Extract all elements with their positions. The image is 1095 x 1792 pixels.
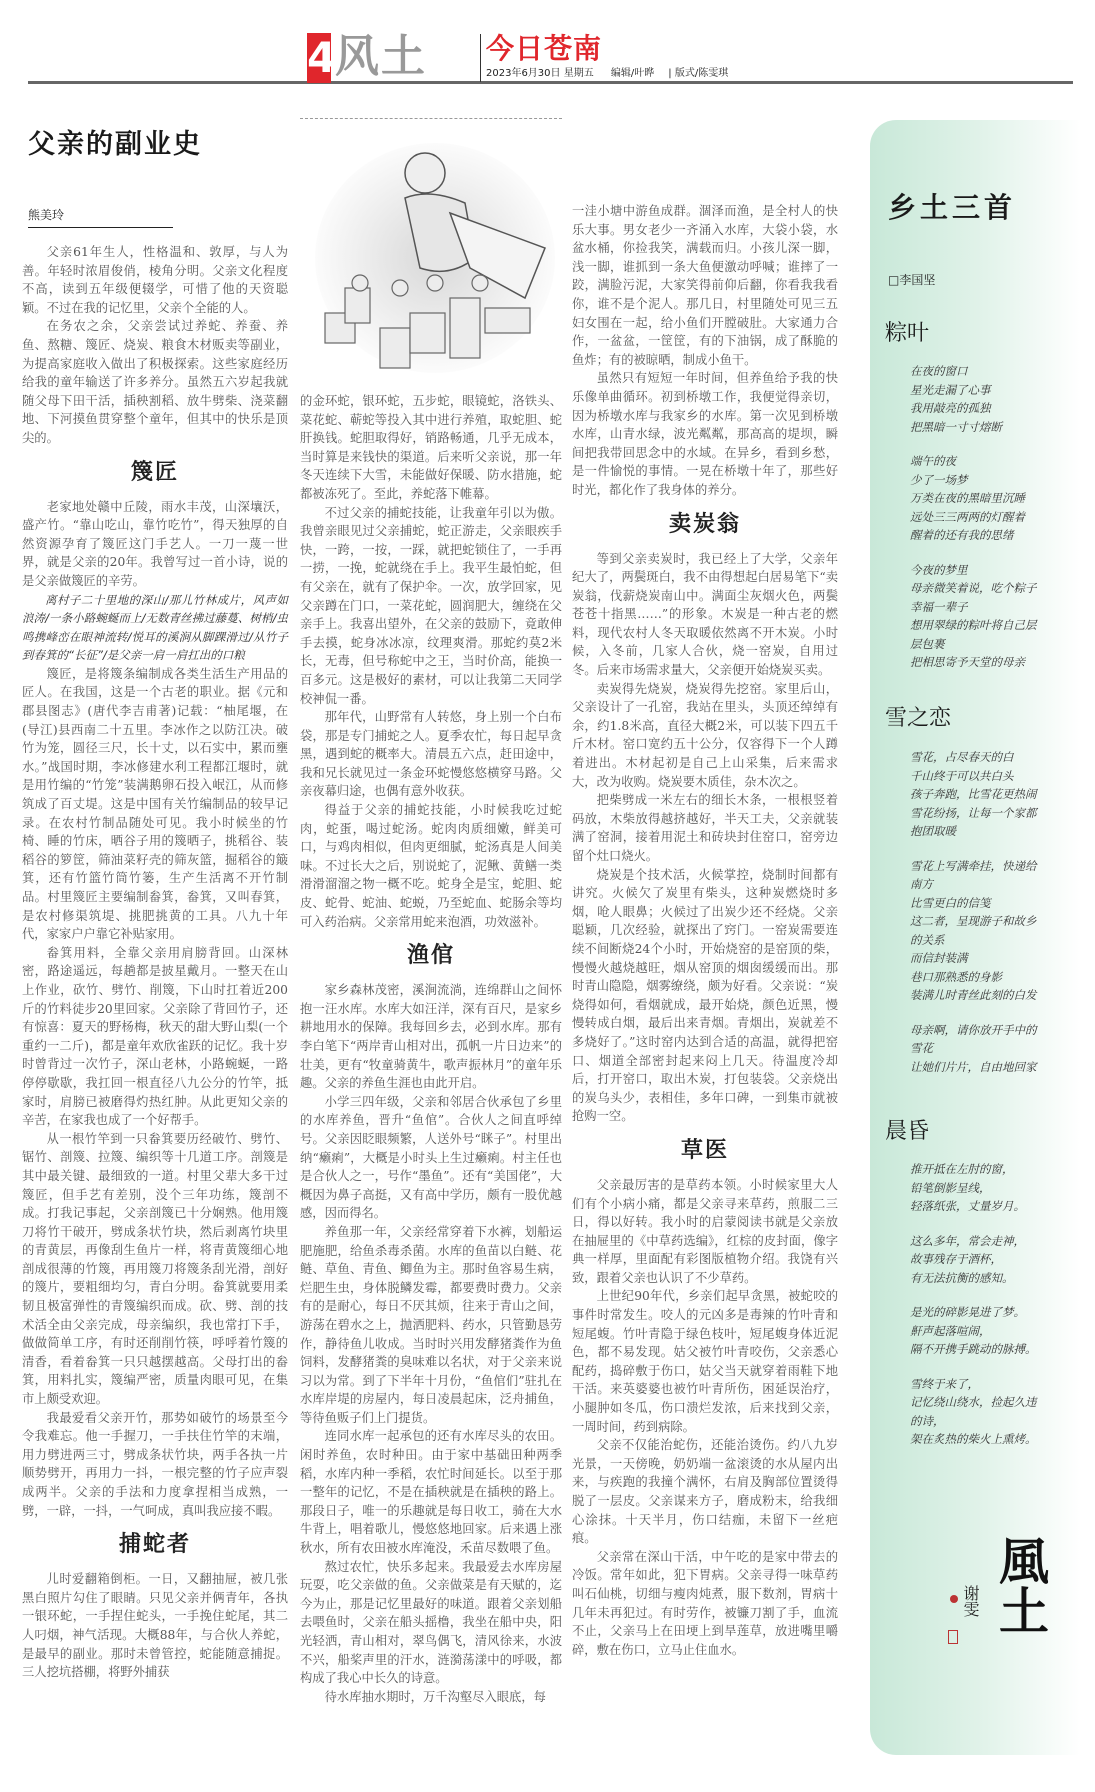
poem-line: 架在炙热的柴火上熏烤。	[910, 1432, 1037, 1446]
paragraph: 老家地处赣中丘陵，雨水丰茂，山深壤沃，盛产竹。“靠山吃山，靠竹吃竹”，得天独厚的自然资源孕育了篾匠这门手艺人。一刀一蔑一世界，就是父亲的20年。我曾写过一首小诗，说的是父亲做篾匠的辛劳。	[22, 499, 288, 588]
inline-poem: 离村子二十里地的深山/那儿竹林成片，风声如浪涛/一条小路蜿蜒而上/无数青丝拂过藤蔓、树梢/虫鸣携峰峦在眼神流转/悦耳的溪涧从脚踝滑过/从竹子到春箕的“长征”/是父亲一肩一肩扛出的口粮	[22, 592, 288, 663]
poem-line: 孩子奔跑，比雪花更热闹	[910, 787, 1037, 801]
poem-line: 比雪更白的信笺	[910, 895, 991, 910]
paragraph: 家乡森林茂密，溪涧流淌，连绵群山之间怀抱一汪水库。水库大如汪洋，深有百尺，是家乡耕地用水的保障。我每回乡去，必到水库。那有李白笔下“两岸青山相对出，孤帆一片日边来”的壮美，更有“牧童骑黄牛，歌声振林月”的童年乐趣。父亲的养鱼生涯也由此开启。	[300, 983, 562, 1091]
masthead-divider	[480, 34, 481, 82]
paragraph: 连同水库一起承包的还有水库尽头的农田。闲时养鱼，农时种田。由于家中基础田种两季稻，水库内种一季稻，农忙时间延长。以至于那一整年的记忆，不是在插秧就是在插秧的路上。那段日子，唯一的乐趣就是每日收工，骑在大水牛背上，唱着歌儿，慢悠悠地回家。后来遇上涨秋水，所有农田被水库淹没，禾苗尽数喂了鱼。	[300, 1429, 562, 1556]
poem-line: 雪终于来了，	[910, 1376, 979, 1391]
poem-line: 醒着的还有我的思绪	[910, 528, 1014, 542]
poem-line: 这二者，呈现游子和故乡	[910, 914, 1037, 928]
poem-line: 星光走漏了心事	[910, 382, 991, 397]
paragraph: 篾匠，是将篾条编制成各类生活生产用品的匠人。在我国，这是一个古老的职业。据《元和郡县图志》(唐代李吉甫著)记载：“柚尾堰，在(导江)县西南二十五里。李冰作之以防江决。破竹为笼，圆径三尺，长十丈，以石实中，累而壅水。”战国时期，李冰修建水利工程都江堰时，就是用竹编的“竹笼”装满鹅卵石投入岷江，从而修筑成了百丈堤。这是中国有关竹编制品的较早记录。在农村竹制品随处可见。我小时候坐的竹椅、睡的竹床，晒谷子用的篾晒子，挑稻谷、装稻谷的箩筐，筛油菜籽壳的筛灰篮，掘稻谷的簸箕，还有竹篮竹筒竹篓，生产生活离不开竹制品。村里篾匠主要编制畚箕，畚箕，又叫春箕，是农村修渠筑堤、挑肥挑黄的工具。八九十年代，家家户户靠它补贴家用。	[22, 666, 288, 942]
poem-line: 万类在夜的黑暗里沉睡	[910, 491, 1025, 505]
poem-line: 端午的夜	[910, 454, 956, 468]
layout-credit: 版式/陈雯琪	[674, 68, 729, 79]
section-heading-charcoal-seller: 卖炭翁	[668, 511, 741, 537]
poem-title: 雪之恋	[885, 706, 952, 731]
section-heading-miejiang: 篾匠	[130, 459, 179, 485]
paragraph: 父亲最厉害的是草药本领。小时候家里大人们有个小病小痛，都是父亲寻来草药，煎服二三日，得以好转。我小时的启蒙阅读书就是父亲放在抽屉里的《中草药选编》，红棕的皮封面，像字典一样厚，里面配有彩图版植物介绍。我饶有兴致，跟着父亲也认识了不少草药。	[572, 1177, 838, 1285]
paragraph: 养鱼那一年，父亲经常穿着下水裤，划船运肥施肥，给鱼杀毒杀菌。水库的鱼苗以白鲢、花鲢、草鱼、青鱼、鲫鱼为主。那时鱼容易生病，烂肥生虫，身体脱鳞发霉，都要费时费力。父亲有的是耐心，每日不厌其烦，往来于青山之间，游荡在碧水之上，抛洒肥料、药水，只管勤恳劳作，静待鱼儿收成。当时时兴用发酵猪粪作为鱼饲料，发酵猪粪的臭味难以名状，对于父亲来说习以为常。到了下半年十月份，“鱼倌们”驻扎在水库岸堤的房屋内，每日凌晨起床，泛舟捕鱼，等待鱼贩子们上门提货。	[300, 1224, 562, 1425]
paragraph: 不过父亲的捕蛇技能，让我童年引以为傲。我曾亲眼见过父亲捕蛇，蛇正游走，父亲眼疾手快，一跨，一按，一踩，就把蛇锁住了，一手再一捞，一挽，蛇就绕在手上。我平生最怕蛇，但有父亲在，就有了保护伞。一次，放学回家，见父亲蹲在门口，一菜花蛇，圆润肥大，缠绕在父亲手上。我喜出望外，在父亲的鼓励下，竟敢伸手去摸，蛇身冰冰凉，纹理爽滑。那蛇约莫2米长，无毒，但号称蛇中之王，当时价高，能换一百多元。这是极好的素材，可以让我第二天同学校神侃一番。	[300, 505, 562, 706]
poem-line: 层包裹	[910, 636, 945, 651]
poem-line: 雪花纷扬，让每一个家都	[910, 805, 1037, 820]
section-heading-herbal-doctor: 草医	[680, 1137, 729, 1163]
editor-credit: 编辑/叶晔	[610, 68, 655, 79]
poem-line: 今夜的梦里	[910, 562, 968, 577]
paragraph: 得益于父亲的捕蛇技能，小时候我吃过蛇肉，蛇蛋，喝过蛇汤。蛇肉肉质细嫩，鲜美可口，与鸡肉相似，但肉更细腻，蛇汤真是人间美味。不过长大之后，别说蛇了，泥鳅、黄鳝一类滑滑溜溜之物一概不吃。蛇身全是宝，蛇胆、蛇皮、蛇骨、蛇油、蛇蜕，乃至蛇血、蛇肠余等均可入药治病。父亲常用蛇来泡酒，功效滋补。	[300, 803, 562, 929]
poem-line: 记忆绕山绕水，捡起久违	[910, 1395, 1037, 1409]
poem-line: 南方	[910, 877, 933, 891]
poem-line: 把相思寄予天堂的母亲	[910, 655, 1025, 669]
poem-line: 幸福一辈子	[910, 599, 968, 614]
paragraph: 烧炭是个技术活，火候掌控，烧制时间都有讲究。火候欠了炭里有柴头，这种炭燃烧时多烟，呛人眼鼻；火候过了出炭少还不经烧。父亲聪颖，几次经验，就探出了窍门。一窑炭需要连续不间断烧24个小时，开始烧窑的是窑顶的柴，慢慢火越烧越旺，烟从窑顶的烟囱缓缓而出。那时青山隐隐，烟雾缭绕，颇为好看。父亲说：“炭烧得如何，看烟就成，最开始烧，颜色近黑，慢慢转成白烟，最后出来青烟。青烟出，炭就差不多烧好了。”这时窑内达到合适的高温，就得把窑口、烟道全部密封起来闷上几天。待温度冷却后，打开窑口，取出木炭，打包装袋。父亲烧出的炭乌头少，表相佳，多年口碑，一到集市就被抢购一空。	[572, 867, 838, 1124]
poem-line: 的关系	[910, 932, 945, 947]
article-title: 父亲的副业史	[28, 129, 202, 160]
poem-line: 的诗，	[910, 1413, 945, 1428]
paragraph: 把柴劈成一米左右的细长木条，一根根竖着码放，木柴放得越挤越好，半天工夫，父亲就装满了窑洞，接着用泥土和砖块封住窑口，窑旁边留个灶口烧火。	[572, 793, 838, 863]
poem-line: 母亲微笑着说，吃个粽子	[910, 581, 1037, 595]
paper-name: 今日苍南	[486, 32, 603, 65]
paragraph: 小学三四年级，父亲和邻居合伙承包了乡里的水库养鱼，晋升“鱼倌”。合伙人之间直呼绰号。父亲因眨眼频繁，人送外号“眯子”。村里出纳“癞痢”，大概是小时头上生过癞痢。村主任也是合伙人之一，号作“墨鱼”。还有“美国佬”，大概因为鼻子高挺，又有高中学历，颇有一股优越感，因而得名。	[300, 1094, 562, 1221]
poem-line: 雪花	[910, 1041, 933, 1055]
poem-line: 抱团取暖	[910, 824, 956, 838]
poem-line: 在夜的窗口	[910, 364, 968, 378]
paragraph: 上世纪90年代，乡亲们起早贪黑，被蛇咬的事件时常发生。咬人的元凶多是毒辣的竹叶青和短尾蝮。竹叶青隐于绿色枝叶，短尾蝮身体近泥色，都不易发现。姑父被竹叶青咬伤，父亲悉心配药，捣碎敷于伤口，姑父当天就穿着雨鞋下地干活。来英婆婆也被竹叶青所伤，困延误治疗，小腿肿如冬瓜，伤口溃烂发浓，后来找到父亲，一周时间，药到病除。	[572, 1289, 838, 1434]
poem-line: 远处三三两两的灯醒着	[910, 509, 1025, 524]
poem-line: 鼾声起落喧闹，	[910, 1323, 991, 1338]
poem-line: 雪花，占尽春天的白	[910, 750, 1014, 764]
paragraph: 父亲不仅能治蛇伤，还能治烫伤。约八九岁光景，一天傍晚，奶奶端一盆滚烫的水从屋内出来，与疾跑的我撞个满怀，右肩及胸部位置烫得脱了一层皮。父亲谋来方子，磨成粉末，给我细心涂抹。十天半月，伤口结痂，未留下一丝疤痕。	[572, 1438, 838, 1546]
calligraphy-artwork-icon	[950, 1535, 1060, 1675]
poem-line: 而信封装满	[910, 951, 968, 965]
sidebar-author: □李国坚	[888, 273, 936, 287]
seal-stamp-icon	[948, 1630, 958, 1644]
poem-line: 把黑暗一寸寸熔断	[910, 419, 1002, 434]
issue-date: 2023年6月30日 星期五	[486, 68, 594, 79]
article-column-1	[22, 243, 288, 1682]
poem-line: 铅笔倒影呈线，	[910, 1180, 991, 1195]
paragraph: 畚箕用料，全靠父亲用肩膀背回。山深林密，路途遥远，每趟都是披星戴月。一整天在山上作业，砍竹、劈竹、削篾，下山时扛着近200斤的竹料徒步20里回家。父亲除了背回竹子，还有惊喜：夏天的野杨梅，秋天的甜大野山梨(一个重约一二斤)，都是童年欢欣雀跃的记忆。我十岁时曾背过一次竹子，深山老林，小路蜿蜒，一路停停歇歇，我扛回一根直径八九公分的竹竿，抵家时，肩膀已被磨得灼热红肿。从此更知父亲的辛苦，在家我也成了一个好帮手。	[22, 945, 288, 1128]
article-column-2	[300, 392, 562, 1706]
masthead-meta: 2023年6月30日 星期五 编辑/叶晔 | 版式/陈雯琪	[486, 68, 729, 79]
poem-line: 有无法抗衡的感知。	[910, 1270, 1014, 1285]
poem-body	[910, 748, 1080, 1076]
poem-line: 巷口那熟悉的身影	[910, 969, 1002, 984]
paragraph: 那年代，山野常有人转悠，身上别一个白布袋，那是专门捕蛇之人。夏季农忙，每日起早贪黑，遇到蛇的概率大。清晨五六点，赶田途中，我和兄长就见过一条金环蛇慢悠悠横穿马路。父亲夜幕归途，也偶有意外收获。	[300, 710, 562, 799]
poem-line: 母亲啊，请你放开手中的	[910, 1022, 1037, 1037]
poem-line: 这么多年，常会走神，	[910, 1233, 1025, 1248]
poem-line: 轻落纸张，丈量岁月。	[910, 1199, 1025, 1213]
illustration-old-man-icon	[300, 118, 562, 380]
poem-line: 想用翠绿的粽叶将自己层	[910, 618, 1037, 632]
paragraph: 虽然只有短短一年时间，但养鱼给予我的快乐像单曲循环。初到桥墩工作，我便觉得亲切，因为桥墩水库与我家乡的水库。第一次见到桥墩水库，山青水绿，波光粼粼，那高高的堤坝，瞬间把我带回思念中的水域。在异乡，看到乡愁，是一件愉悦的事情。一晃在桥墩十年了，那些好时光，都化作了我身体的养分。	[572, 371, 838, 497]
paragraph: 的金环蛇，银环蛇，五步蛇，眼镜蛇，洛铁头、菜花蛇、蕲蛇等投入其中进行养殖，取蛇胆、蛇肝换钱。蛇胆取得好，销路畅通，几乎无成本，当时算是来钱快的渠道。后来听父亲说，那一年冬天连续下大雪，未能做好保暖、防水措施，蛇都被冻死了。至此，养蛇落下帷幕。	[300, 394, 562, 501]
page-number: 4	[307, 33, 337, 82]
poem-line: 我用敲亮的孤独	[910, 401, 991, 415]
poem-line: 是光的碎影晃进了梦。	[910, 1305, 1025, 1319]
seal-stamp-icon	[950, 1595, 958, 1603]
sidebar-title: 乡土三首	[888, 191, 1017, 224]
section-heading-snake-catcher: 捕蛇者	[118, 1532, 191, 1558]
calligraphy-signature: 谢雯	[961, 1585, 980, 1617]
paragraph: 儿时爱翻箱倒柜。一日，又翻抽屉，被几张黑白照片勾住了眼睛。只见父亲并俩青年，各执一银环蛇，一手捏住蛇头，一手挽住蛇尾，其二人叼烟，神气活现。大概88年，与合伙人养蛇，是最早的副业。那时未曾管控，蛇能随意捕捉。三人挖坑搭棚，将野外捕获	[22, 1572, 288, 1680]
paragraph: 等到父亲卖炭时，我已经上了大学，父亲年纪大了，两鬓斑白，我不由得想起白居易笔下“卖炭翁，伐薪烧炭南山中。满面尘灰烟火色，两鬓苍苍十指黑……”的形象。木炭是一种古老的燃料，现代农村人冬天取暖依然离不开木炭。小时候，入冬前，几家人合伙，烧一窑炭，自用过冬。后来市场需求量大，父亲便开始烧炭买卖。	[572, 551, 838, 678]
poem-line: 装满儿时青丝此刻的白发	[910, 988, 1037, 1002]
paragraph: 父亲61年生人，性格温和、敦厚，与人为善。年轻时浓眉俊俏，棱角分明。父亲文化程度不高，读到五年级便辍学，可惜了他的天资聪颖。不过在我的记忆里，父亲个全能的人。	[22, 245, 288, 315]
poem-title: 粽叶	[885, 321, 930, 346]
article-column-3	[572, 202, 838, 1659]
poem-body	[910, 1160, 1080, 1449]
poem-line: 雪花上写满牵挂，快递给	[910, 858, 1037, 873]
paragraph: 在务农之余，父亲尝试过养蛇、养蚕、养鱼、熬糖、篾匠、烧炭、粮食木材贩卖等副业，为提高家庭收入做出了积极探索。这些家庭经历给我的童年输送了许多养分。虽然五六岁起我就随父母下田干活，插秧割稻、放牛劈柴、浇菜翻地、下河摸鱼贯穿整个童年，但其中的快乐是顶尖的。	[22, 319, 288, 445]
poem-line: 少了一场梦	[910, 472, 968, 487]
paragraph: 熬过农忙，快乐多起来。我最爱去水库房屋玩耍，吃父亲做的鱼。父亲做菜是有天赋的，迄今为止，那是记忆里最好的味道。跟着父亲划船去喂鱼时，父亲在船头摇橹，我坐在船中央，阳光轻洒，青山相对，翠鸟偶飞，清风徐来，水波不兴，船桨声里的汗水，涟漪荡漾中的呼吸，都构成了我心中长久的诗意。	[300, 1559, 562, 1686]
poem-line: 故事残存于酒杯，	[910, 1252, 1002, 1266]
poem-line: 让她们片片，自由地回家	[910, 1059, 1037, 1074]
article-byline: 熊美玲	[28, 207, 173, 228]
masthead-rule	[28, 81, 1073, 84]
paragraph: 一洼小塘中游鱼成群。涸泽而渔，是全村人的快乐大事。男女老少一齐涌入水库，大袋小袋，水盆水桶，你捡我笑，满载而归。小孩儿深一脚，浅一脚，谁抓到一条大鱼便激动呼喊；谁摔了一跤，满脸污泥，大家笑得前仰后翻，你看我我看你，谁不是个泥人。那几日，村里随处可见三五妇女围在一起，给小鱼们开膛破肚。大家通力合作，一盆盆，一筐筐，有的下油锅，成了酥脆的鱼炸；有的被晾晒，制成小鱼干。	[572, 204, 838, 367]
paragraph: 父亲常在深山干活，中午吃的是家中带去的冷饭。常年如此，犯下胃病。父亲寻得一味草药叫石仙桃，切细与瘦肉炖煮，服下数剂，胃病十几年未再犯过。有时劳作，被镰刀割了手，血流不止，父亲马上在田埂上到旱莲草，放进嘴里嚼碎，敷在伤口，立马止住血水。	[572, 1549, 838, 1657]
paragraph: 我最爱看父亲开竹，那势如破竹的场景至今令我难忘。他一手握刀，一手扶住竹竿的末端，用力劈进两三寸，劈成条状竹块，两手各执一片顺势劈开，再用力一抖，一根完整的竹子应声裂成两半。父亲的手法和力度拿捏相当成熟，一劈，一辟，一抖，一气呵成，真叫我应接不暇。	[22, 1410, 288, 1518]
paragraph: 卖炭得先烧炭，烧炭得先挖窑。家里后山，父亲设计了一孔窑，我站在里头，头顶还绰绰有余，约1.8米高，直径大概2米，可以装下四五千斤木材。窑口宽约五十公分，仅容得下一个人蹲着进出。木材起初是自己上山采集，后来需求大，改为收购。烧炭要木质佳，杂木次之。	[572, 681, 838, 789]
poem-line: 隔不开携手跳动的脉搏。	[910, 1342, 1037, 1356]
paragraph: 从一根竹竿到一只畚箕要历经破竹、劈竹、锯竹、剖篾、拉篾、编织等十几道工序。剖篾是其中最关键、最细致的一道。村里父辈大多干过篾匠，但手艺有差别，没个三年功练，篾剖不成。打我记事起，父亲剖篾已十分娴熟。他用篾刀将竹干破开，劈成条状竹块，然后剥离竹块里的青黄层，再像刮生鱼片一样，将青黄篾细心地剖成很薄的竹篾，再用篾刀将篾条刮光滑，剖好的篾片，要粗细均匀，青白分明。畚箕就要用柔韧且极富弹性的青篾编织而成。砍、劈、剖的技术活全由父亲完成，母亲编织，我也常打下手，做做简单工序，有时还削削竹筷，呼呼着竹篾的清香，看着畚箕一只只越摆越高。父母打出的畚箕，用料扎实，篾编严密，质量肉眼可见，在集市上颇受欢迎。	[22, 1131, 288, 1407]
section-name: 风土	[335, 31, 427, 82]
poem-line: 推开抵在左肘的窗，	[910, 1162, 1014, 1176]
paragraph: 待水库抽水期时，万千沟壑尽入眼底，每	[324, 1689, 546, 1704]
poem-line: 千山终于可以共白头	[910, 768, 1014, 783]
poem-body	[910, 362, 1080, 672]
poem-title: 晨昏	[885, 1119, 930, 1144]
section-heading-fisherman: 渔倌	[406, 943, 455, 969]
calligraphy-main: 風土	[991, 1535, 1050, 1635]
